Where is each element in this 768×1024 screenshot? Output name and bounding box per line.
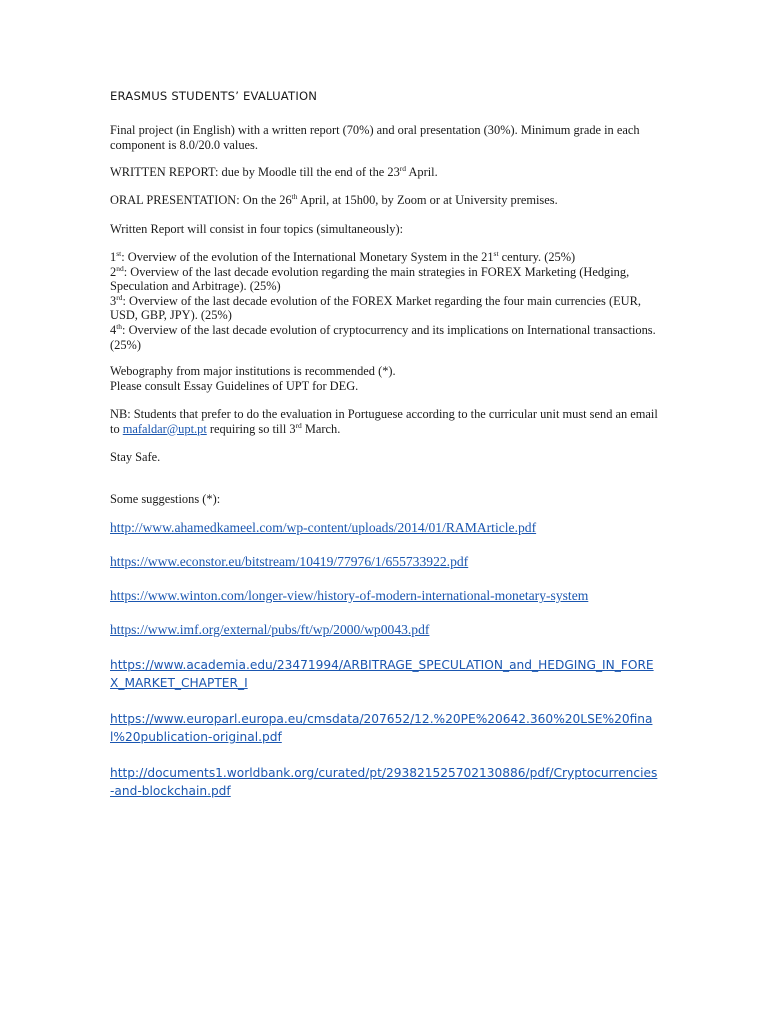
nb-paragraph: NB: Students that prefer to do the evaluation in Portuguese according to the curricular unit must send an email to mafaldar@upt.pt requiring so till 3rd March. bbox=[110, 407, 658, 436]
link-econstor[interactable]: https://www.econstor.eu/bitstream/10419/77976/1/655733922.pdf bbox=[110, 554, 469, 569]
link-winton[interactable]: https://www.winton.com/longer-view/history-of-modern-international-monetary-system bbox=[110, 588, 589, 603]
guidelines-line: Please consult Essay Guidelines of UPT for DEG. bbox=[110, 378, 359, 393]
written-report-line: WRITTEN REPORT: due by Moodle till the end of the 23rd April. bbox=[110, 164, 438, 179]
topic-item-2: 2nd: Overview of the last decade evolution regarding the main strategies in FOREX Marketing (Hedging, Speculation and Arbitrage). (25%) bbox=[110, 263, 630, 294]
suggestions-label: Some suggestions (*): bbox=[110, 492, 221, 506]
topic-item-1: 1st: Overview of the evolution of the International Monetary System in the 21st century. (25%) bbox=[110, 249, 576, 264]
oral-presentation-line: ORAL PRESENTATION: On the 26th April, at 15h00, by Zoom or at University premises. bbox=[110, 192, 558, 207]
topics-list bbox=[110, 250, 662, 352]
topics-intro: Written Report will consist in four topics (simultaneously): bbox=[110, 222, 404, 236]
link-ahamedkameel[interactable]: http://www.ahamedkameel.com/wp-content/uploads/2014/01/RAMArticle.pdf bbox=[110, 520, 537, 535]
stay-safe-line: Stay Safe. bbox=[110, 450, 161, 464]
recommendations bbox=[110, 364, 662, 393]
topic-item-3: 3rd: Overview of the last decade evolution of the FOREX Market regarding the four main currencies (EUR, USD, GBP, JPY). (25%) bbox=[110, 292, 641, 323]
document-title: ERASMUS STUDENTS’ EVALUATION bbox=[110, 89, 318, 103]
topic-item-4: 4th: Overview of the last decade evolution of cryptocurrency and its implications on International transactions. (25%) bbox=[110, 321, 656, 352]
email-link[interactable]: mafaldar@upt.pt bbox=[122, 421, 207, 436]
link-academia[interactable]: https://www.academia.edu/23471994/ARBITRAGE_SPECULATION_and_HEDGING_IN_FOREX_MARKET_CHAPTER_I bbox=[110, 658, 654, 690]
intro-paragraph: Final project (in English) with a written report (70%) and oral presentation (30%). Minimum grade in each component is 8.0/20.0 values. bbox=[110, 123, 640, 152]
webography-line: Webography from major institutions is recommended (*). bbox=[110, 364, 396, 378]
link-europarl[interactable]: https://www.europarl.europa.eu/cmsdata/207652/12.%20PE%20642.360%20LSE%20final%20publication-original.pdf bbox=[110, 712, 653, 744]
link-worldbank[interactable]: http://documents1.worldbank.org/curated/pt/293821525702130886/pdf/Cryptocurrencies-and-blockchain.pdf bbox=[110, 766, 658, 798]
link-imf[interactable]: https://www.imf.org/external/pubs/ft/wp/2000/wp0043.pdf bbox=[110, 622, 430, 637]
